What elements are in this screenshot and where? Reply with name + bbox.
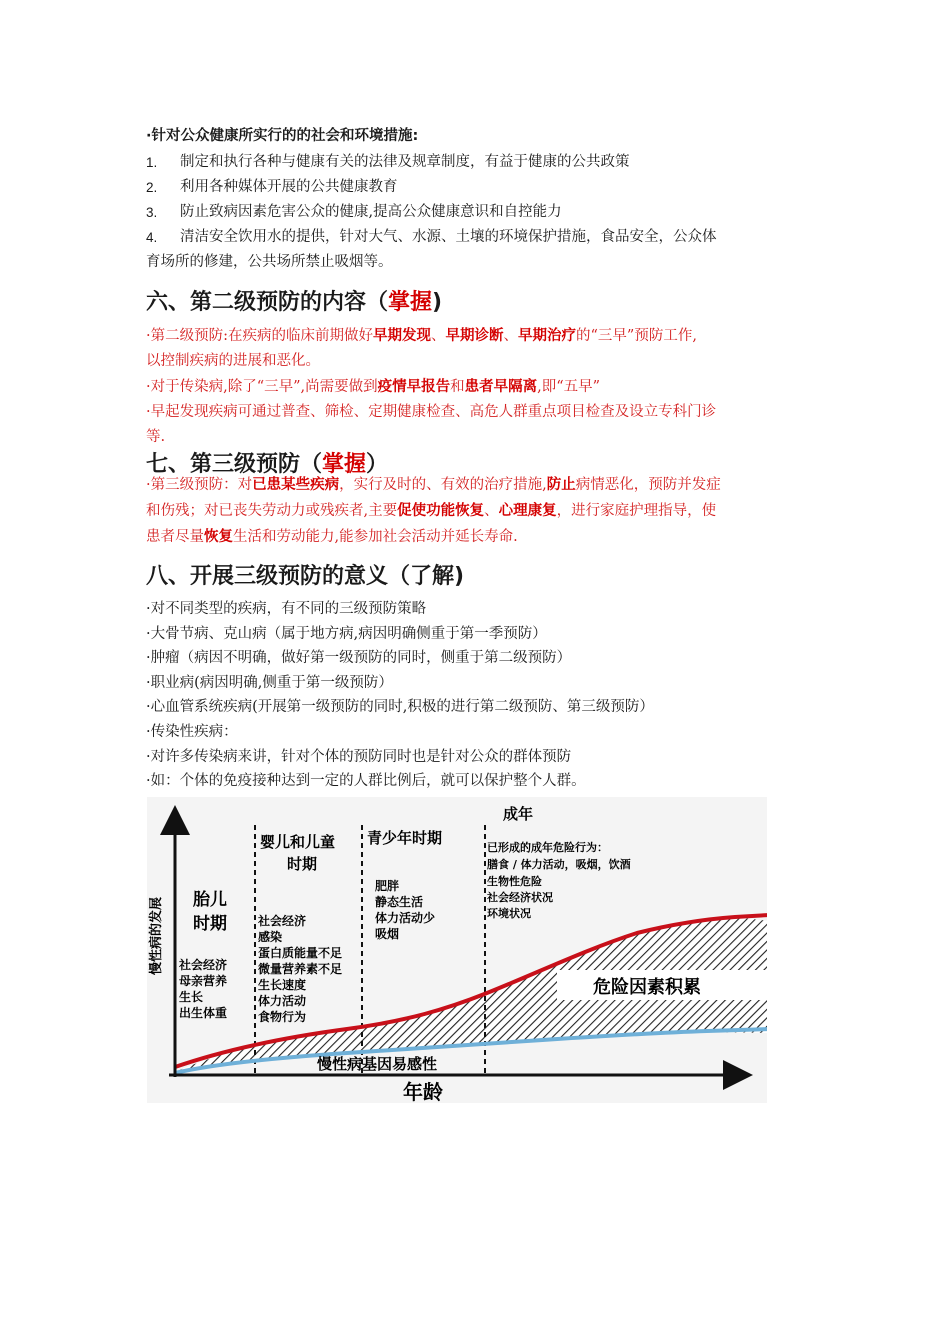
section-7-body [146, 472, 810, 550]
item-continuation: 育场所的修建，公共场所禁止吸烟等。 [146, 254, 393, 270]
child-item: 蛋白质能量不足 [258, 946, 343, 960]
adult-item: 膳食 / 体力活动，吸烟，饮酒 [487, 858, 631, 871]
emphasis: 心理康复 [498, 502, 557, 519]
paragraph [146, 400, 810, 450]
risk-accumulation-label: 危险因素积累 [593, 977, 701, 998]
section-6-highlight: 掌握 [388, 290, 433, 315]
text-run: ,即“五早” [537, 379, 601, 395]
text-run: 以控制疾病的进展和恶化。 [146, 353, 320, 369]
item-number: 4. [146, 230, 158, 245]
item-text: 防止致病因素危害公众的健康,提高公众健康意识和自控能力 [180, 204, 562, 220]
section-8-heading: 八、开展三级预防的意义（了解) [146, 564, 465, 589]
list-item: ·传染性疾病： [146, 723, 238, 740]
list-item: ·对不同类型的疾病，有不同的三级预防策略 [146, 601, 427, 617]
child-item: 微量营养素不足 [258, 962, 343, 976]
section-7-title: 七、第三级预防（ [146, 452, 323, 477]
section-7-close: ） [366, 452, 389, 477]
susceptibility-label: 慢性病基因易感性 [317, 1055, 438, 1073]
list-item [146, 150, 810, 175]
paragraph [146, 374, 810, 400]
emphasis: 促使功能恢复 [397, 502, 485, 519]
measures-title: ·针对公众健康所实行的的社会和环境措施: [146, 128, 419, 144]
text-run: ·早起发现疾病可通过普查、筛检、定期健康检查、高危人群重点项目检查及设立专科门诊 [146, 404, 717, 420]
section-6-close: ) [432, 290, 443, 315]
child-title-2: 时期 [287, 855, 318, 873]
section-7-highlight: 掌握 [322, 452, 367, 477]
text-run: ，实行及时的、有效的治疗措施, [339, 477, 547, 493]
list-item: ·职业病(病因明确,侧重于第一级预防） [146, 674, 393, 691]
text-run: 病情恶化，预防并发症 [575, 477, 721, 493]
item-text: 清洁安全饮用水的提供，针对大气、水源、土壤的环境保护措施，食品安全，公众体 [180, 229, 717, 245]
item-number: 2. [146, 180, 158, 195]
paragraph [146, 323, 810, 374]
youth-item: 体力活动少 [375, 911, 436, 925]
list-item [146, 225, 810, 250]
emphasis: 已患某些疾病 [252, 476, 340, 493]
list-item [146, 200, 810, 225]
x-axis-label: 年龄 [403, 1080, 443, 1103]
adult-item: 环境状况 [487, 907, 531, 920]
list-item: ·如：个体的免疫接种达到一定的人群比例后，就可以保护整个人群。 [146, 773, 586, 790]
text-run: 和 [450, 379, 465, 395]
list-item [146, 175, 810, 200]
adult-item: 生物性危险 [487, 875, 542, 888]
text-run: 、 [484, 503, 499, 519]
text-run: ·第二级预防:在疾病的临床前期做好 [146, 328, 373, 344]
emphasis: 防止 [546, 476, 576, 493]
child-item: 社会经济 [258, 914, 307, 928]
emphasis: 患者早隔离 [464, 378, 538, 395]
fetal-item: 母亲营养 [179, 974, 228, 988]
child-item: 生长速度 [258, 978, 307, 992]
child-item: 体力活动 [258, 994, 307, 1008]
fetal-item: 生长 [179, 990, 204, 1004]
item-text: 利用各种媒体开展的公共健康教育 [180, 179, 398, 195]
text-run: 和伤残；对已丧失劳动力或残疾者,主要 [146, 503, 398, 519]
measures-list [146, 150, 810, 275]
emphasis: 早期诊断 [445, 327, 504, 344]
text-run: 等. [146, 429, 166, 445]
youth-item: 肥胖 [375, 879, 400, 893]
child-title: 婴儿和儿童 [260, 833, 336, 851]
text-run: 、 [503, 328, 518, 344]
paragraph [146, 472, 810, 550]
life-course-diagram [147, 797, 767, 1103]
fetal-title-2: 时期 [193, 914, 227, 934]
list-item: ·心血管系统疾病(开展第一级预防的同时,积极的进行第二级预防、第三级预防） [146, 699, 654, 716]
adult-item: 社会经济状况 [487, 891, 553, 904]
fetal-item: 出生体重 [179, 1006, 228, 1020]
list-item: ·大骨节病、克山病（属于地方病,病因明确侧重于第一季预防） [146, 625, 547, 642]
text-run: 患者尽量 [146, 529, 204, 545]
youth-item: 吸烟 [375, 927, 400, 941]
emphasis: 恢复 [204, 528, 233, 545]
text-run: 生活和劳动能力,能参加社会活动并延长寿命. [233, 529, 518, 545]
text-run: ·第三级预防：对 [146, 477, 253, 493]
text-run: ，进行家庭护理指导，使 [556, 503, 717, 519]
text-run: 、 [431, 328, 446, 344]
emphasis: 早期发现 [373, 327, 431, 344]
adult-title: 成年 [503, 805, 534, 823]
emphasis: 早期治疗 [518, 327, 576, 344]
youth-title: 青少年时期 [367, 829, 443, 847]
fetal-title: 胎儿 [193, 890, 227, 910]
item-text: 制定和执行各种与健康有关的法律及规章制度，有益于健康的公共政策 [180, 154, 630, 170]
list-item: ·对许多传染病来讲，针对个体的预防同时也是针对公众的群体预防 [146, 748, 572, 765]
item-number: 1. [146, 155, 158, 170]
section-6-title: 六、第二级预防的内容（ [146, 290, 389, 315]
child-item: 感染 [258, 930, 283, 944]
y-axis-label: 慢性病的发展 [149, 896, 164, 975]
section-6-heading [146, 285, 442, 316]
text-run: 的“三早”预防工作, [576, 328, 697, 344]
text-run: ·对于传染病,除了“三早”,尚需要做到 [146, 379, 378, 395]
section-6-body [146, 323, 810, 450]
child-item: 食物行为 [258, 1010, 307, 1024]
item-number: 3. [146, 205, 158, 220]
life-course-figure [147, 797, 767, 1103]
section-8-list [146, 597, 810, 794]
youth-item: 静态生活 [375, 895, 424, 909]
fetal-item: 社会经济 [179, 958, 228, 972]
adult-item: 已形成的成年危险行为： [487, 841, 608, 854]
emphasis: 疫情早报告 [377, 378, 451, 395]
list-item: ·肿瘤（病因不明确，做好第一级预防的同时，侧重于第二级预防） [146, 650, 572, 667]
